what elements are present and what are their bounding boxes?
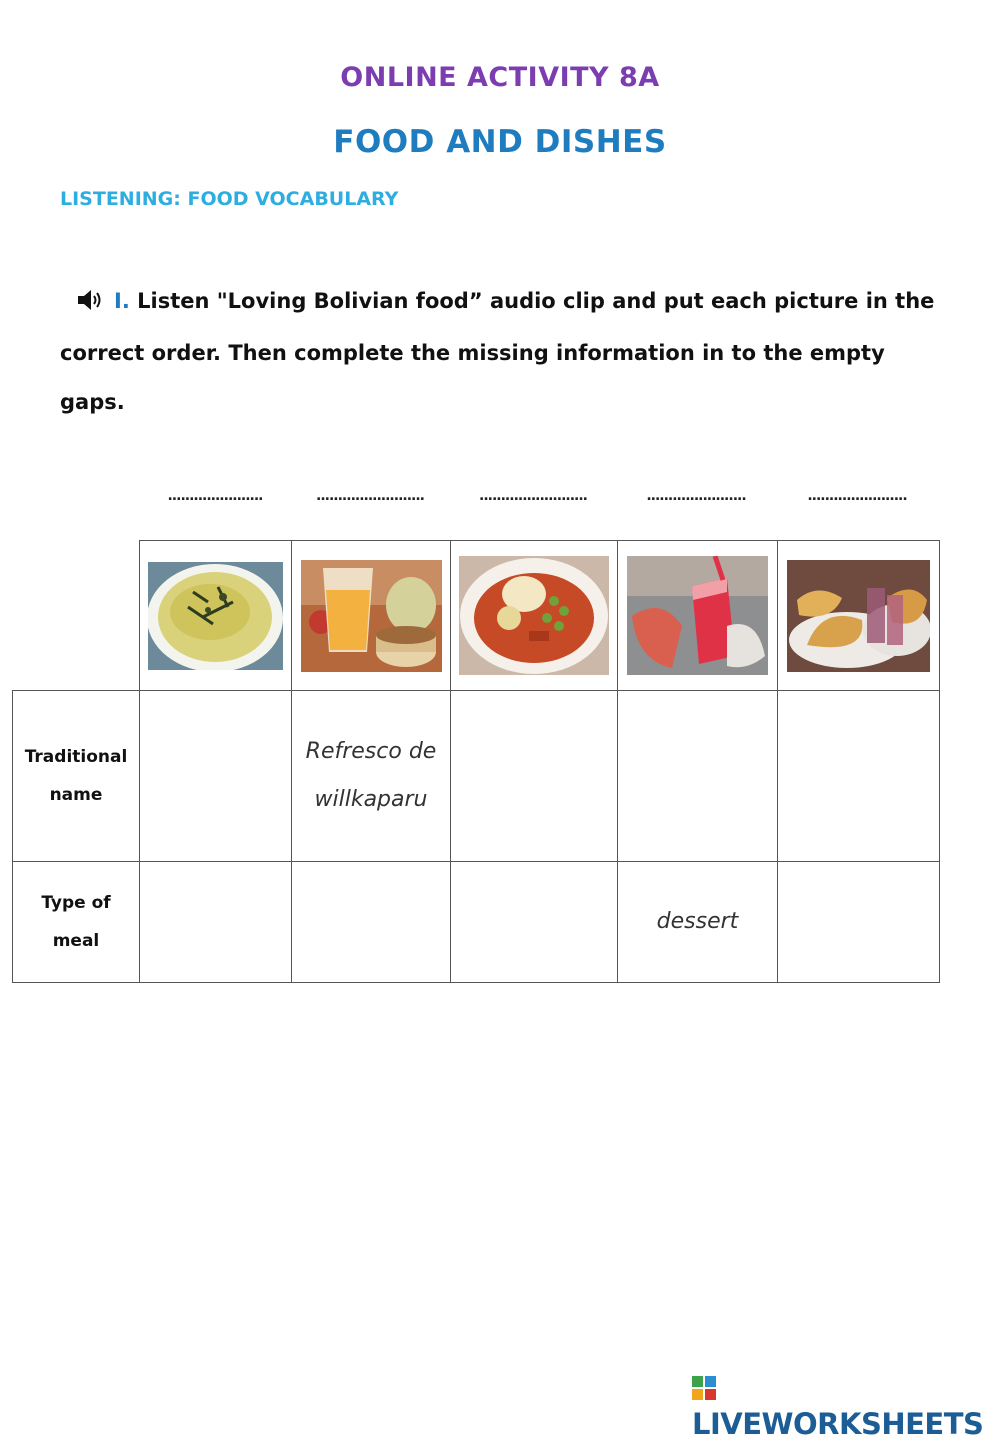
blank-cell [13, 541, 140, 691]
plated-dish-image [459, 556, 609, 675]
activity-title: ONLINE ACTIVITY 8A [340, 62, 660, 93]
picture-cell[interactable] [451, 541, 618, 691]
picture-cell[interactable] [778, 541, 940, 691]
speaker-icon[interactable] [76, 280, 104, 329]
red-ice-cream-image [627, 556, 768, 675]
section-title: LISTENING: FOOD VOCABULARY [60, 188, 399, 210]
liveworksheets-logo [692, 1372, 1000, 1441]
order-gap[interactable]: ......................... [316, 488, 424, 504]
order-gap[interactable]: ....................... [807, 488, 907, 504]
instruction-number: I. [114, 289, 130, 313]
pastries-drinks-image [787, 560, 930, 672]
traditional-name-row [13, 691, 940, 862]
row-header-type-of-meal: Type of meal [13, 862, 140, 983]
picture-cell[interactable] [140, 541, 292, 691]
type-of-meal-cell[interactable] [292, 862, 451, 983]
logo-icon [692, 1373, 716, 1407]
type-of-meal-cell[interactable] [451, 862, 618, 983]
row-header-traditional-name: Traditional name [13, 691, 140, 862]
logo-text: LIVEWORKSHEETS [692, 1407, 984, 1441]
instruction-text: Listen "Loving Bolivian food” audio clip and put each picture in the correct order. Then complete the missing information in to the empty gaps. [60, 289, 935, 414]
order-gap[interactable]: ....................... [646, 488, 746, 504]
type-of-meal-cell[interactable]: dessert [618, 862, 778, 983]
traditional-name-cell[interactable] [618, 691, 778, 862]
traditional-name-cell[interactable] [140, 691, 292, 862]
pictures-row [13, 541, 940, 691]
order-gap[interactable]: ......................... [479, 488, 587, 504]
juice-glass-image [301, 560, 442, 672]
picture-cell[interactable] [292, 541, 451, 691]
traditional-name-cell[interactable] [451, 691, 618, 862]
type-of-meal-cell[interactable] [778, 862, 940, 983]
traditional-name-cell[interactable]: Refresco de willkaparu [292, 691, 451, 862]
type-of-meal-cell[interactable] [140, 862, 292, 983]
soup-bowl-image [148, 562, 283, 670]
instruction [60, 277, 940, 427]
food-table [12, 540, 940, 983]
picture-cell[interactable] [618, 541, 778, 691]
traditional-name-cell[interactable] [778, 691, 940, 862]
type-of-meal-row [13, 862, 940, 983]
main-title: FOOD AND DISHES [333, 124, 667, 160]
order-gap[interactable]: ...................... [167, 488, 263, 504]
